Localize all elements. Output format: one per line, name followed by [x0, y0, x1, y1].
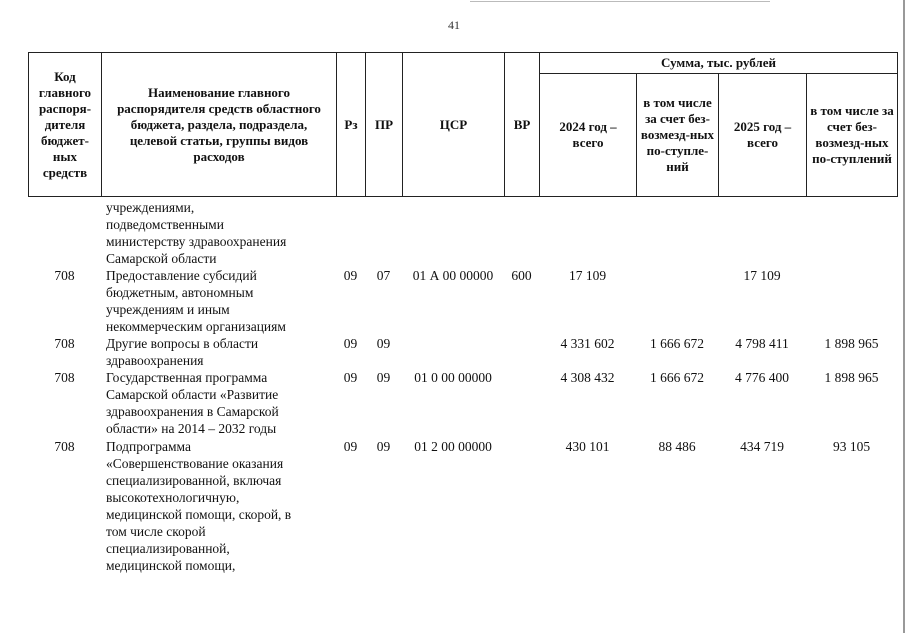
cell-name: Подпрограмма «Совершенствование оказания специализированной, включая высокотехнологичную, медицинской помощи, скорой, в том числе скорой специализированной, медицинской помощи,: [106, 439, 292, 573]
cell-rz: 09: [343, 268, 358, 283]
cell-name: учреждениями, подведомственными министерству здравоохранения Самарской области: [106, 200, 287, 266]
cell-2024-free: 88 486: [658, 439, 696, 454]
header-pr: ПР: [366, 53, 403, 197]
cell-rz: 09: [343, 370, 358, 385]
cell-name: Предоставление субсидий бюджетным, автономным учреждениям и иным некоммерческим организациям: [106, 268, 286, 334]
cell-2024-free: 1 666 672: [650, 370, 704, 385]
cell-2024-total: 4 331 602: [560, 336, 615, 351]
cell-csr: 01 А 00 00000: [412, 268, 494, 283]
cell-code: 708: [54, 439, 75, 454]
cell-name: Государственная программа Самарской области «Развитие здравоохранения в Самарской области» на 2014 – 2032 годы: [106, 370, 279, 436]
header-2024-total: 2024 год – всего: [540, 74, 637, 197]
cell-2025-free: 1 898 965: [824, 370, 879, 385]
cell-2025-total: 434 719: [740, 439, 784, 454]
cell-code: 708: [54, 370, 75, 385]
cell-2024-free: 1 666 672: [650, 336, 704, 351]
header-rz: Рз: [337, 53, 366, 197]
cell-csr: 01 2 00 00000: [414, 439, 492, 454]
header-code: Код главного распоря-дителя бюджет-ных средств: [29, 53, 102, 197]
cell-pr: 09: [376, 370, 391, 385]
header-sum-group: Сумма, тыс. рублей: [540, 53, 898, 74]
cell-code: 708: [54, 336, 75, 351]
cell-rz: 09: [343, 336, 358, 351]
table-header: [28, 52, 898, 197]
cell-2024-total: 17 109: [568, 268, 607, 283]
cell-2025-total: 4 798 411: [735, 336, 789, 351]
cell-rz: 09: [343, 439, 358, 454]
header-2025-free: в том числе за счет без-возмезд-ных по-ступлений: [807, 74, 898, 197]
cell-pr: 09: [376, 439, 391, 454]
cell-2025-free: 1 898 965: [824, 336, 879, 351]
header-2025-total: 2025 год – всего: [719, 74, 807, 197]
header-name: Наименование главного распорядителя средств областного бюджета, раздела, подраздела, целевой статьи, группы видов расходов: [102, 53, 337, 197]
cell-name: Другие вопросы в области здравоохранения: [106, 336, 259, 368]
cell-pr: 07: [376, 268, 391, 283]
cell-vr: 600: [511, 268, 532, 283]
header-csr: ЦСР: [403, 53, 505, 197]
cell-2024-total: 4 308 432: [560, 370, 615, 385]
cell-2024-total: 430 101: [565, 439, 610, 454]
scan-artifact: [470, 1, 770, 2]
cell-code: 708: [54, 268, 75, 283]
page-number: 41: [448, 18, 460, 32]
cell-csr: 01 0 00 00000: [414, 370, 492, 385]
cell-2025-total: 17 109: [743, 268, 781, 283]
header-vr: ВР: [505, 53, 540, 197]
header-2024-free: в том числе за счет без-возмезд-ных по-ступле-ний: [637, 74, 719, 197]
cell-2025-total: 4 776 400: [735, 370, 789, 385]
cell-pr: 09: [376, 336, 391, 351]
cell-2025-free: 93 105: [832, 439, 871, 454]
